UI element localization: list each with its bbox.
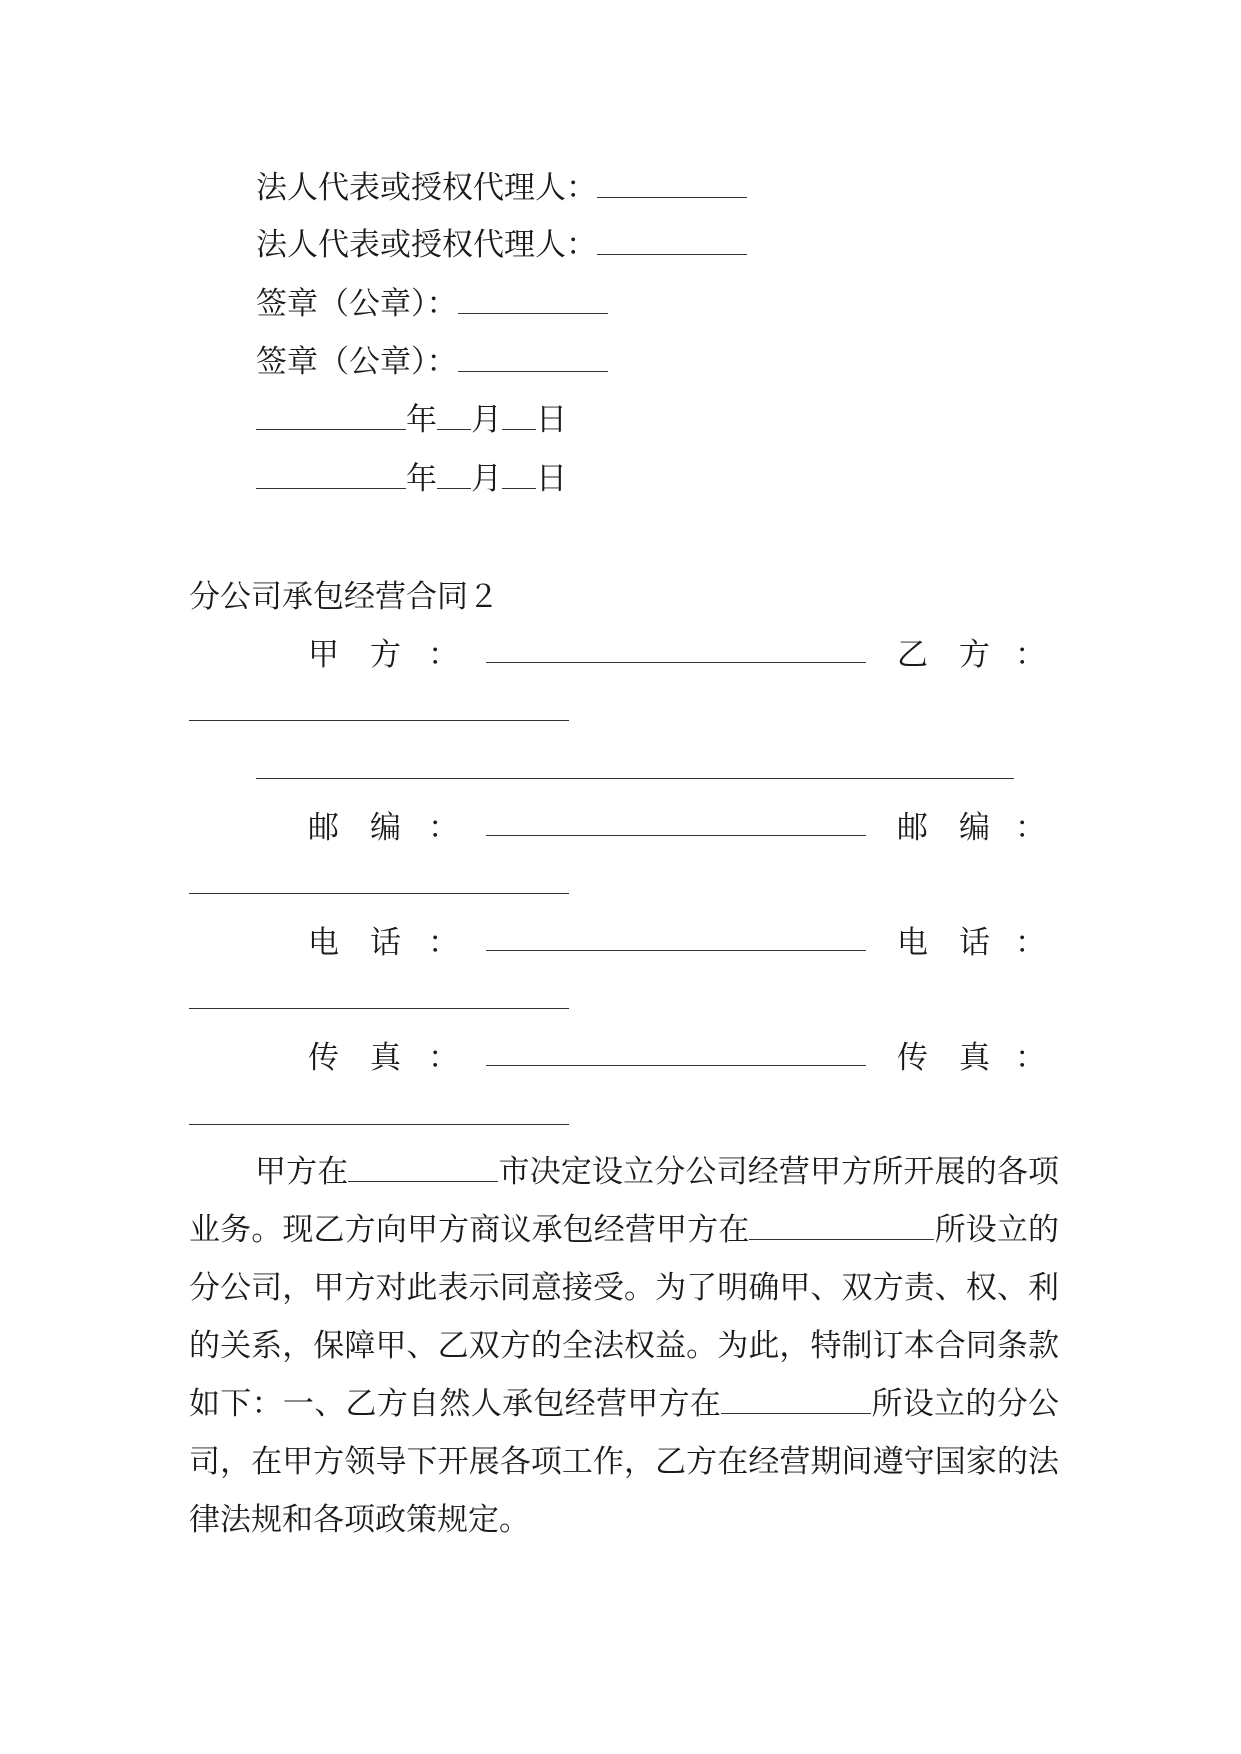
colon: ： — [428, 810, 459, 846]
colon: ： — [428, 925, 459, 961]
fax-b-label: 传 真 — [897, 1040, 990, 1076]
month-label: 月 — [471, 402, 502, 438]
seal-line-1 — [256, 283, 608, 324]
phone-a-blank[interactable] — [486, 950, 866, 951]
colon: ： — [1015, 637, 1046, 673]
signature-line-2 — [256, 224, 747, 265]
fax-a-label: 传 真 — [308, 1040, 401, 1076]
signature-blank[interactable] — [597, 224, 747, 255]
month-label: 月 — [471, 461, 502, 497]
year-label: 年 — [406, 402, 437, 438]
month-blank[interactable] — [437, 399, 471, 430]
postcode-a-blank[interactable] — [486, 835, 866, 836]
seal-line-2 — [256, 341, 608, 382]
day-label: 日 — [536, 402, 567, 438]
colon: ： — [428, 637, 459, 673]
colon: ： — [1015, 810, 1046, 846]
signature-label: 法人代表或授权代理人： — [256, 227, 597, 263]
body-text-4: 所设立的分公司，在甲方领导下开展各项工作，乙方在经营期间遵守国家的法律法规和各项政策规定。 — [189, 1386, 1059, 1538]
seal-blank[interactable] — [458, 341, 608, 372]
phone-b-label: 电 话 — [897, 925, 990, 961]
city-blank[interactable] — [348, 1151, 498, 1182]
party-b-label: 乙 方 — [897, 637, 990, 673]
seal-label: 签章（公章）： — [256, 344, 458, 380]
address-blank[interactable] — [256, 778, 1014, 779]
seal-label: 签章（公章）： — [256, 286, 458, 322]
fax-a-blank[interactable] — [486, 1065, 866, 1066]
party-b-blank[interactable] — [189, 720, 569, 721]
date-line-2 — [256, 458, 567, 499]
phone-a-label: 电 话 — [308, 925, 401, 961]
month-blank[interactable] — [437, 458, 471, 489]
day-blank[interactable] — [502, 399, 536, 430]
seal-blank[interactable] — [458, 283, 608, 314]
day-label: 日 — [536, 461, 567, 497]
body-text-2: 市决定设立分公司经营甲方所开展的各项业务。现乙方向甲方商议承包经营甲方在 — [189, 1154, 1060, 1248]
contract-title: 分公司承包经营合同２ — [189, 579, 499, 615]
party-a-label: 甲 方 — [308, 637, 401, 673]
location-blank[interactable] — [749, 1209, 934, 1240]
colon: ： — [1015, 1040, 1046, 1076]
colon: ： — [1015, 925, 1046, 961]
contract-body-paragraph — [189, 1143, 1059, 1549]
signature-line-1 — [256, 167, 747, 208]
year-blank[interactable] — [256, 399, 406, 430]
postcode-a-label: 邮 编 — [308, 810, 401, 846]
postcode-b-label: 邮 编 — [897, 810, 990, 846]
day-blank[interactable] — [502, 458, 536, 489]
body-text-3: 所设立的分公司，甲方对此表示同意接受。为了明确甲、双方责、权、利的关系，保障甲、乙双方的全法权益。为此，特制订本合同条款如下：一、乙方自然人承包经营甲方在 — [189, 1212, 1059, 1422]
fax-b-blank[interactable] — [189, 1124, 569, 1125]
signature-label: 法人代表或授权代理人： — [256, 170, 597, 206]
year-blank[interactable] — [256, 458, 406, 489]
location-blank-2[interactable] — [721, 1383, 871, 1414]
postcode-b-blank[interactable] — [189, 893, 569, 894]
body-text-1: 甲方在 — [255, 1154, 349, 1190]
phone-b-blank[interactable] — [189, 1008, 569, 1009]
party-a-blank[interactable] — [486, 662, 866, 663]
date-line-1 — [256, 399, 567, 440]
signature-blank[interactable] — [597, 167, 747, 198]
year-label: 年 — [406, 461, 437, 497]
colon: ： — [428, 1040, 459, 1076]
